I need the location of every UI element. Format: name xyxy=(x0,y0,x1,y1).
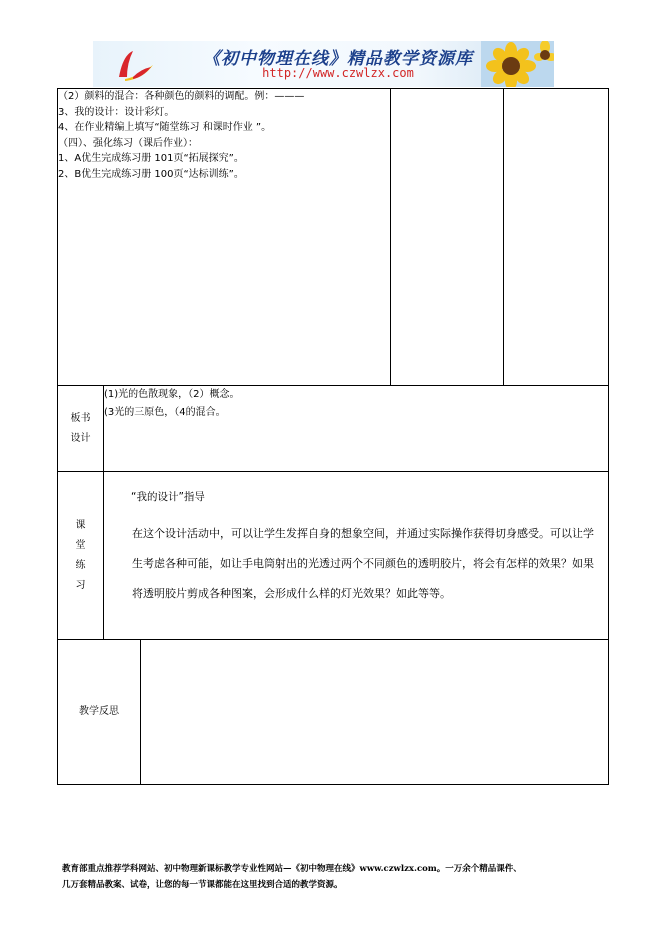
practice-title: “我的设计”指导 xyxy=(131,491,205,503)
reflection-row xyxy=(58,640,609,785)
footer-line: 教育部重点推荐学科网站、初中物理新课标教学专业性网站—《初中物理在线》www.czwlzx.com。一万余个精品课件、 xyxy=(62,864,522,874)
site-logo-icon xyxy=(113,47,157,83)
board-design-content xyxy=(104,386,609,472)
process-line: 4、在作业精编上填写“随堂练习 和课时作业 ”。 xyxy=(58,122,272,133)
reflection-label: 教学反思 xyxy=(58,640,141,785)
banner-title: 《初中物理在线》精品教学资源库 xyxy=(203,49,473,69)
footer-note xyxy=(62,861,622,893)
practice-content xyxy=(104,472,609,640)
process-content xyxy=(58,89,391,386)
header-banner xyxy=(93,41,554,87)
practice-label: 课 堂 练 习 xyxy=(58,472,104,640)
empty-column-cell xyxy=(391,89,504,386)
sunflower-icon xyxy=(481,41,554,87)
lesson-plan-table xyxy=(57,88,609,785)
reflection-content xyxy=(141,640,609,785)
empty-column-cell xyxy=(504,89,609,386)
process-row xyxy=(58,89,609,386)
board-design-label: 板书 设计 xyxy=(58,386,104,472)
practice-row xyxy=(58,472,609,640)
footer-line: 几万套精品教案、试卷，让您的每一节课都能在这里找到合适的教学资源。 xyxy=(62,880,343,890)
practice-body: 在这个设计活动中，可以让学生发挥自身的想象空间，并通过实际操作获得切身感受。可以让学生考虑各种可能，如让手电筒射出的光透过两个不同颜色的透明胶片，将会有怎样的效果？如果将透明胶片剪成各种图案，会形成什么样的灯光效果？如此等等。 xyxy=(132,527,594,600)
board-line: (3光的三原色，（4的混合。 xyxy=(104,407,226,418)
board-line: (1)光的色散现象，（2）概念。 xyxy=(104,389,240,400)
process-line: （2）颜料的混合：各种颜色的颜料的调配。例：——— xyxy=(58,91,305,102)
process-line: 3、我的设计：设计彩灯。 xyxy=(58,106,175,118)
process-line: 1、A优生完成练习册 101页“拓展探究”。 xyxy=(58,153,244,164)
banner-url[interactable]: http://www.czwlzx.com xyxy=(262,66,414,80)
process-line: 2、B优生完成练习册 100页“达标训练”。 xyxy=(58,168,244,180)
process-line: （四）、强化练习（课后作业）： xyxy=(58,137,198,149)
board-design-row xyxy=(58,386,609,472)
